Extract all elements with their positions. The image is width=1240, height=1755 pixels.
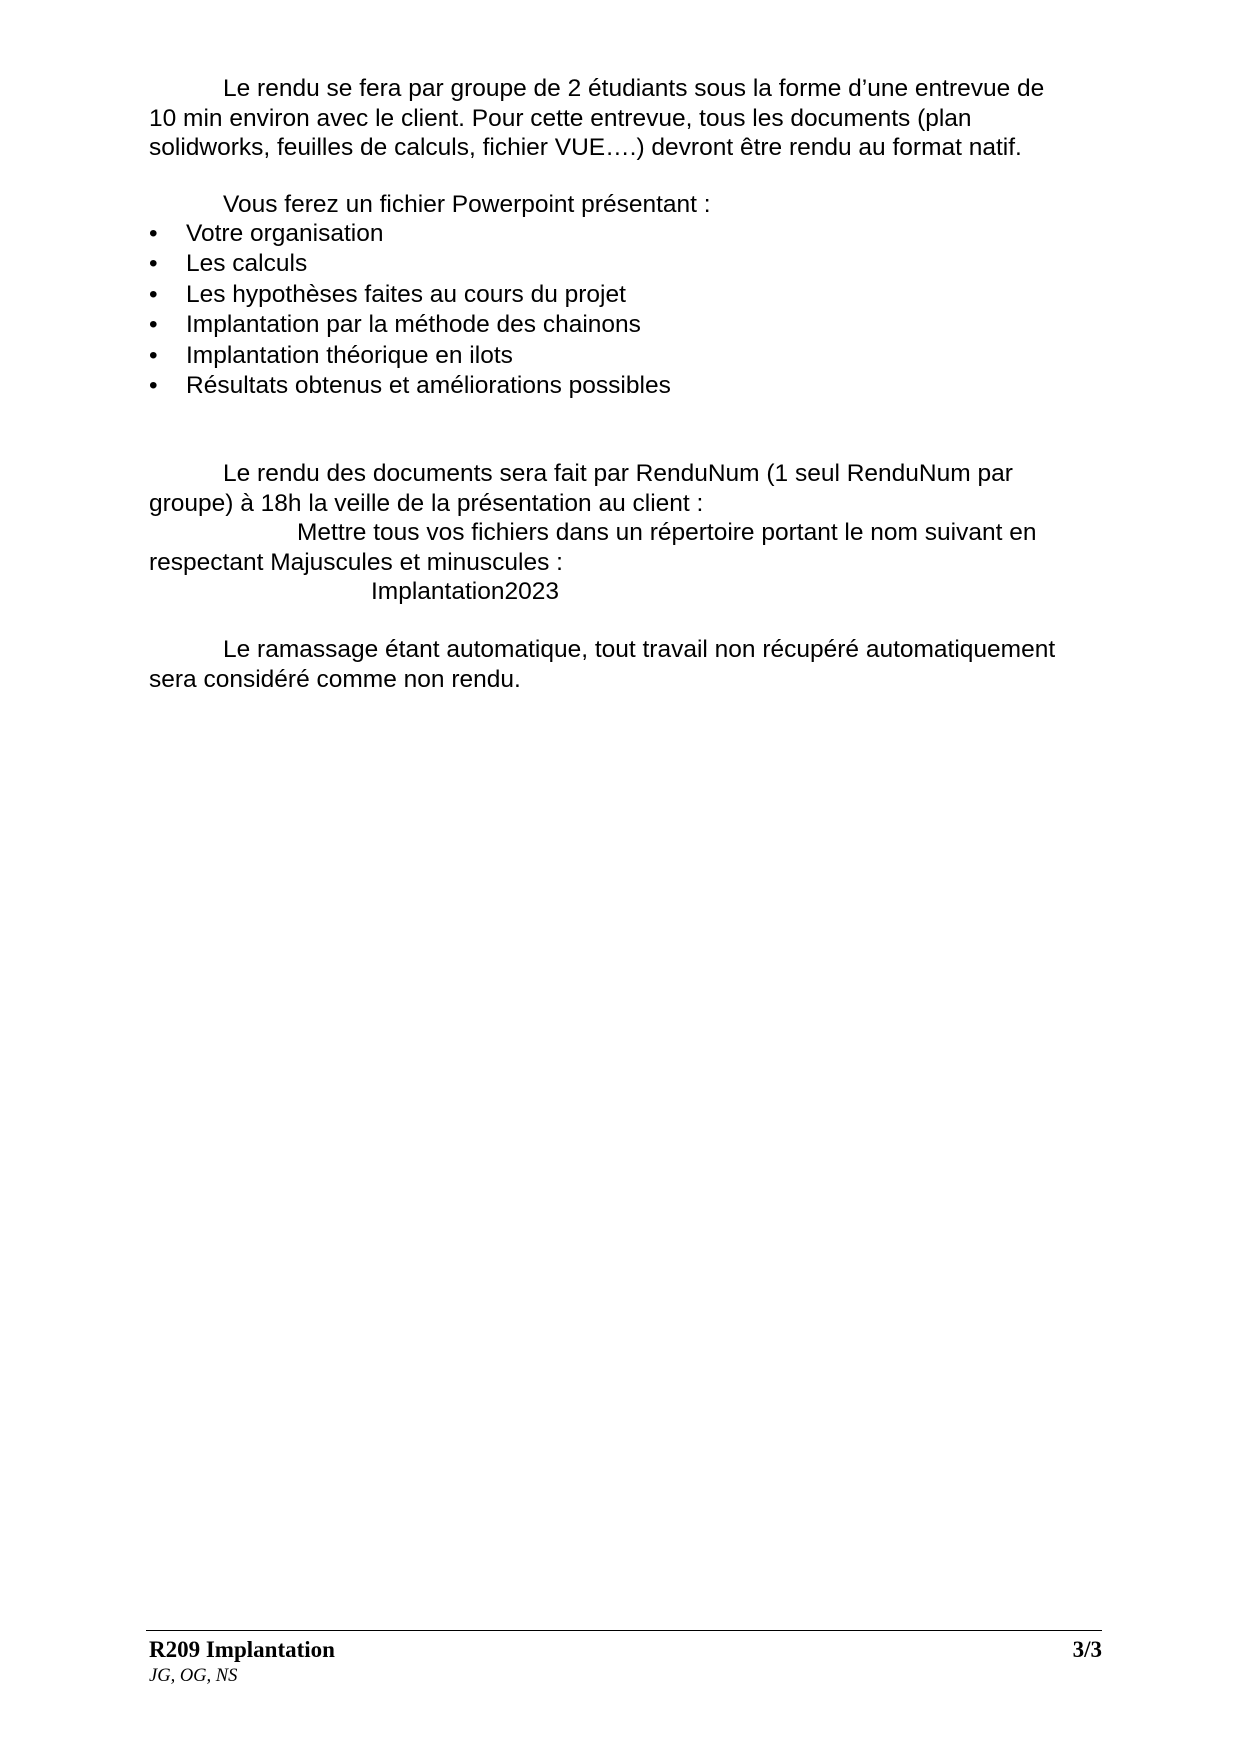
- bullet-icon: •: [149, 372, 158, 399]
- footer-title: R209 Implantation: [149, 1637, 335, 1662]
- list-item-text: Implantation par la méthode des chainons: [186, 311, 641, 338]
- powerpoint-section: [149, 190, 1109, 402]
- list-item: [149, 310, 1109, 341]
- page-number: 3/3: [1072, 1637, 1102, 1662]
- list-item-text: Implantation théorique en ilots: [186, 341, 513, 369]
- paragraph-line: solidworks, feuilles de calculs, fichier VUE….) devront être rendu au format natif.: [149, 134, 1022, 161]
- list-item-text: Résultats obtenus et améliorations possibles: [186, 372, 671, 399]
- bullet-icon: •: [149, 280, 158, 308]
- powerpoint-intro: Vous ferez un fichier Powerpoint présentant :: [223, 191, 711, 218]
- paragraph-line: Le rendu des documents sera fait par RenduNum (1 seul RenduNum par: [223, 460, 1013, 487]
- list-item: [149, 280, 1109, 311]
- list-item: [149, 219, 1109, 250]
- bullet-icon: •: [149, 341, 158, 369]
- footer-divider: [146, 1630, 1102, 1631]
- list-item-text: Les calculs: [186, 250, 308, 277]
- submission-instructions: [149, 459, 1109, 607]
- paragraph-line: respectant Majuscules et minuscules :: [149, 548, 563, 576]
- list-item-text: Les hypothèses faites au cours du projet: [186, 280, 626, 308]
- list-item-text: Votre organisation: [186, 219, 384, 247]
- paragraph-line: groupe) à 18h la veille de la présentation au client :: [149, 489, 704, 517]
- paragraph-line: Le ramassage étant automatique, tout travail non récupéré automatiquement: [223, 636, 1056, 663]
- paragraph-line: Mettre tous vos fichiers dans un répertoire portant le nom suivant en: [297, 519, 1037, 546]
- bullet-icon: •: [149, 250, 158, 277]
- bullet-icon: •: [149, 219, 158, 247]
- list-item: [149, 341, 1109, 372]
- folder-name: Implantation2023: [371, 578, 559, 605]
- bullet-icon: •: [149, 311, 158, 338]
- paragraph-deliverable-format: [149, 74, 1109, 163]
- footer-authors: JG, OG, NS: [149, 1666, 238, 1686]
- powerpoint-bullet-list: [149, 219, 1109, 402]
- paragraph-line: 10 min environ avec le client. Pour cette entrevue, tous les documents (plan: [149, 104, 972, 132]
- paragraph-line: Le rendu se fera par groupe de 2 étudiants sous la forme d’une entrevue de: [223, 75, 1045, 102]
- paragraph-line: sera considéré comme non rendu.: [149, 665, 521, 693]
- list-item: [149, 371, 1109, 402]
- collection-notice: [149, 635, 1109, 694]
- list-item: [149, 249, 1109, 280]
